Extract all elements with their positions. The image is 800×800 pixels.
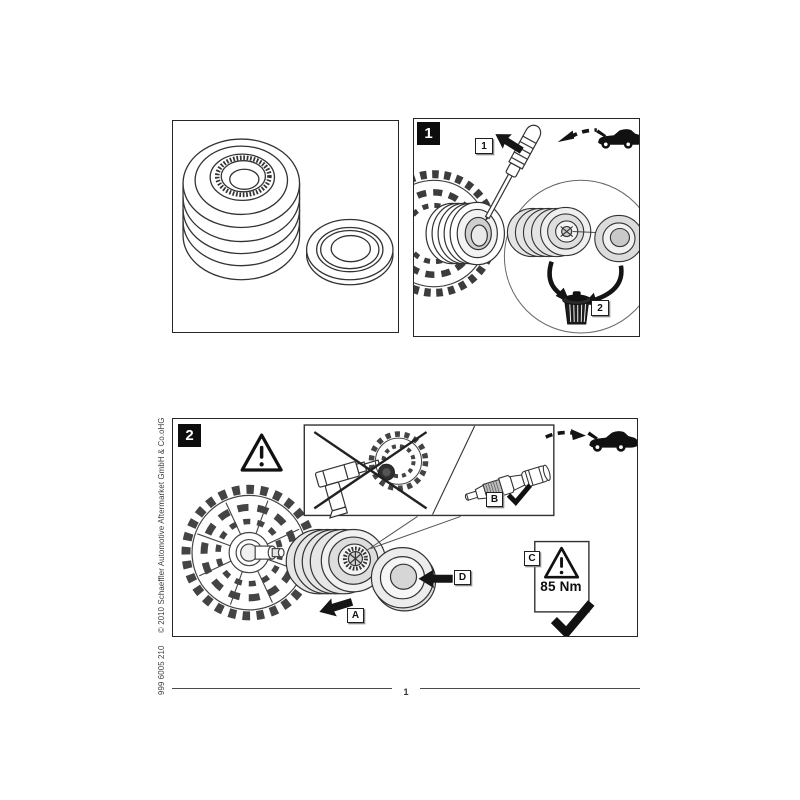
pulley-drawing <box>286 530 385 594</box>
hood-close-car-icon <box>546 429 637 452</box>
warning-triangle-icon <box>242 435 281 470</box>
callout-discard: 2 <box>591 300 609 316</box>
callout-cap-d: D <box>454 570 471 585</box>
callout-screwdriver: 1 <box>475 138 493 154</box>
copyright-text: © 2010 Schaeffler Automotive Aftermarket GmbH & Co.oHG <box>157 417 166 633</box>
pulley-drawing <box>183 139 300 280</box>
doc-number-text: 999 6005 210 <box>157 645 166 695</box>
step-number-badge: 2 <box>178 424 201 447</box>
panel-parts-overview <box>172 120 399 333</box>
cap-drawing <box>307 219 393 284</box>
cap-detail-drawing <box>595 215 639 261</box>
step-number-badge: 1 <box>417 122 440 145</box>
callout-torque-c: C <box>524 551 540 566</box>
torque-value: 85 Nm <box>540 579 582 594</box>
trash-bin-icon <box>563 291 591 324</box>
callout-pulley-a: A <box>347 608 364 623</box>
step2-drawing <box>173 419 637 636</box>
panel-step2-installation <box>172 418 638 637</box>
callout-tool-b: B <box>486 492 503 507</box>
detail-leader-lines <box>366 516 460 550</box>
page-number: 1 <box>392 687 419 697</box>
hood-open-car-icon <box>558 129 639 149</box>
pulley-and-cap-drawing <box>173 121 398 332</box>
panel-step1-removal <box>413 118 640 337</box>
footer <box>172 681 640 697</box>
